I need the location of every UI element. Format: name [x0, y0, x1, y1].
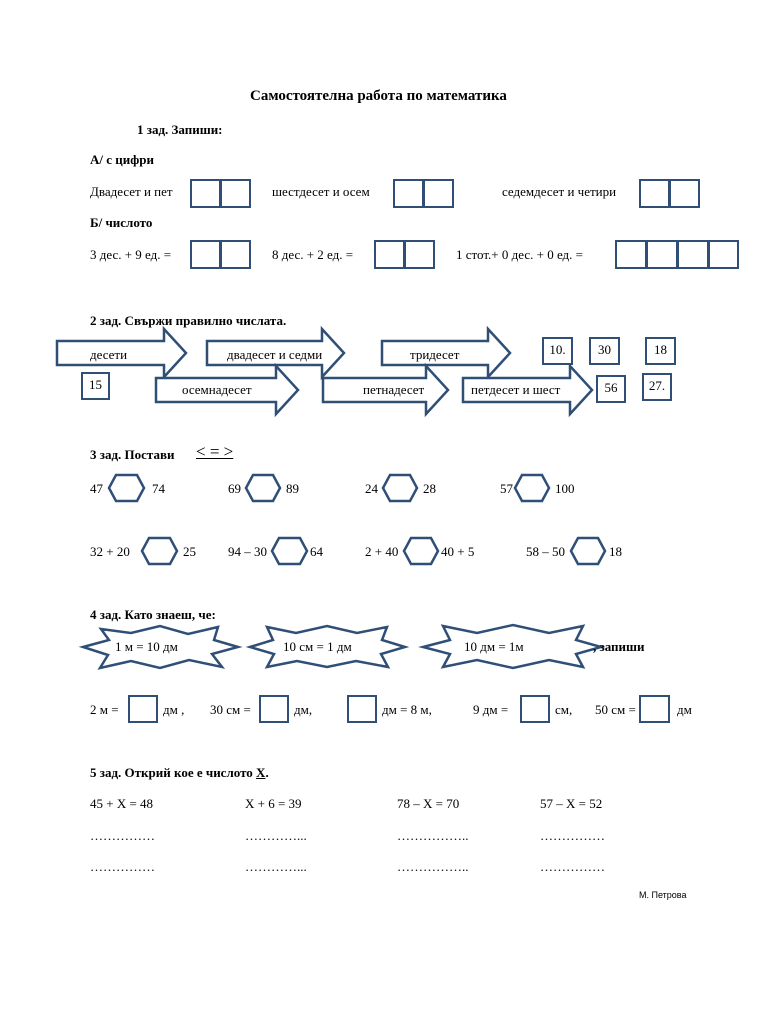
compare-left: 32 + 20 [90, 544, 130, 559]
star-label: 10 дм = 1м [464, 639, 524, 654]
task1-a-item: седемдесет и четири [502, 184, 617, 199]
compare-left: 24 [365, 481, 378, 496]
page-title: Самостоятелна работа по математика [250, 88, 507, 104]
compare-right: 100 [555, 481, 575, 496]
compare-right: 40 + 5 [441, 544, 475, 559]
compare-left: 2 + 40 [365, 544, 399, 559]
answer-box[interactable] [128, 695, 158, 723]
compare-left: 94 – 30 [228, 544, 267, 559]
conversion-after: дм = 8 м, [382, 702, 432, 717]
arrow-label: тридесет [410, 347, 460, 362]
task1-sub-a: А/ с цифри [90, 152, 154, 167]
task4-heading: 4 зад. Като знаеш, че: [90, 607, 216, 622]
compare-right: 18 [609, 544, 622, 559]
star-label: 10 см = 1 дм [283, 639, 352, 654]
number-box[interactable]: 15 [81, 372, 110, 400]
arrow-label: десети [90, 347, 128, 362]
answer-box[interactable] [639, 695, 670, 723]
write-instruction: , запиши [593, 639, 645, 654]
answer-box[interactable] [259, 695, 289, 723]
answer-dots[interactable]: …………… [540, 828, 605, 843]
number-box[interactable]: 30 [589, 337, 620, 365]
number-box[interactable]: 27. [642, 373, 672, 401]
conversion-before: 50 см = [595, 702, 636, 717]
number-box[interactable]: 18 [645, 337, 676, 365]
task5-heading-dot: . [265, 765, 269, 780]
compare-right: 64 [310, 544, 323, 559]
compare-right: 89 [286, 481, 299, 496]
answer-dots[interactable]: …………... [245, 859, 307, 874]
task1-b-item: 3 дес. + 9 ед. = [90, 247, 172, 262]
arrow-label: осемнадесет [182, 382, 252, 397]
compare-left: 69 [228, 481, 241, 496]
task1-sub-b: Б/ числото [90, 215, 153, 230]
compare-right: 74 [152, 481, 165, 496]
answer-dots[interactable]: …………….. [397, 828, 469, 843]
task1-a-item: Двадесет и пет [90, 184, 173, 199]
task1-b-item: 1 стот.+ 0 дес. + 0 ед. = [456, 247, 583, 262]
equation: 45 + Х = 48 [90, 796, 154, 811]
answer-dots[interactable]: …………… [90, 859, 155, 874]
conversion-after: см, [555, 702, 573, 717]
compare-right: 28 [423, 481, 436, 496]
arrow-label: петнадесет [363, 382, 425, 397]
number-box[interactable]: 56 [596, 375, 626, 403]
compare-left: 47 [90, 481, 103, 496]
arrow-label: двадесет и седми [227, 347, 323, 362]
task5-heading-text: 5 зад. Открий кое е числото [90, 765, 253, 780]
conversion-before: 9 дм = [473, 702, 509, 717]
arrow-label: петдесет и шест [471, 382, 561, 397]
conversion-before: 30 см = [210, 702, 251, 717]
author-signature: М. Петрова [639, 890, 687, 900]
conversion-after: дм , [163, 702, 185, 717]
conversion-after: дм, [294, 702, 313, 717]
comparison-symbols: < = > [196, 442, 234, 461]
star-label: 1 м = 10 дм [115, 639, 178, 654]
task2-heading: 2 зад. Свържи правилно числата. [90, 313, 287, 328]
task1-b-item: 8 дес. + 2 ед. = [272, 247, 354, 262]
equation: 57 – Х = 52 [540, 796, 603, 811]
answer-dots[interactable]: …………... [245, 828, 307, 843]
compare-right: 25 [183, 544, 196, 559]
task3-heading: 3 зад. Постави [90, 447, 175, 462]
answer-box[interactable] [347, 695, 377, 723]
variable-x: Х [256, 765, 266, 780]
conversion-after: дм [677, 702, 692, 717]
compare-left: 58 – 50 [526, 544, 565, 559]
answer-dots[interactable]: …………… [540, 859, 605, 874]
answer-dots[interactable]: …………….. [397, 859, 469, 874]
equation: 78 – Х = 70 [397, 796, 460, 811]
equation: Х + 6 = 39 [245, 796, 302, 811]
task1-heading: 1 зад. Запиши: [137, 122, 223, 137]
answer-dots[interactable]: …………… [90, 828, 155, 843]
conversion-before: 2 м = [90, 702, 119, 717]
number-box[interactable]: 10. [542, 337, 573, 365]
task1-a-item: шестдесет и осем [272, 184, 370, 199]
task5-heading [90, 765, 269, 781]
answer-box[interactable] [520, 695, 550, 723]
compare-left: 57 [500, 481, 513, 496]
